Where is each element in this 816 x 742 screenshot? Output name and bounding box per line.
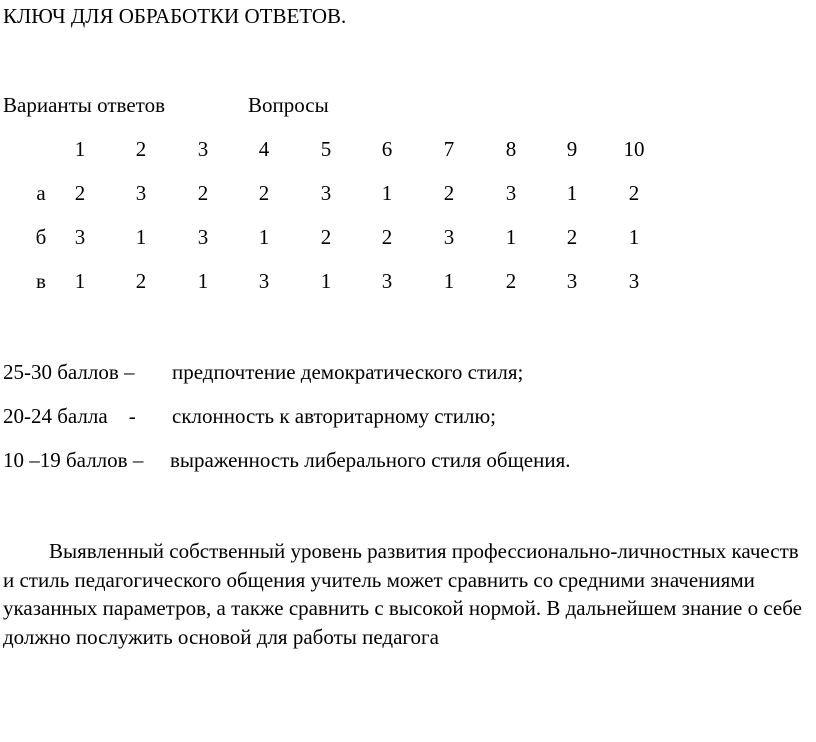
score-cell: 3 (320, 181, 332, 205)
scoring-description: склонность к авторитарному стилю; (172, 404, 497, 428)
document-title: КЛЮЧ ДЛЯ ОБРАБОТКИ ОТВЕТОВ. (3, 4, 347, 28)
score-cell: 1 (258, 225, 270, 249)
score-cell: 1 (566, 181, 578, 205)
question-number: 3 (197, 137, 209, 161)
score-cell: 3 (628, 269, 640, 293)
score-cell: 2 (628, 181, 640, 205)
score-cell: 3 (566, 269, 578, 293)
score-cell: 1 (135, 225, 147, 249)
question-number: 2 (135, 137, 147, 161)
score-cell: 3 (443, 225, 455, 249)
question-number: 10 (623, 137, 645, 161)
score-cell: 2 (197, 181, 209, 205)
score-cell: 2 (320, 225, 332, 249)
scoring-range: 25-30 баллов – (3, 360, 135, 384)
score-cell: 2 (566, 225, 578, 249)
scoring-description: выраженность либерального стиля общения. (170, 448, 571, 472)
score-cell: 2 (74, 181, 86, 205)
score-cell: 3 (381, 269, 393, 293)
score-cell: 2 (135, 269, 147, 293)
score-cell: 2 (381, 225, 393, 249)
score-cell: 1 (320, 269, 332, 293)
question-number: 7 (443, 137, 455, 161)
questions-header: Вопросы (248, 93, 329, 117)
variant-label: а (36, 181, 46, 205)
score-cell: 1 (197, 269, 209, 293)
conclusion-paragraph: Выявленный собственный уровень развития профессионально-личностных качеств и стиль педагогического общения учитель может сравнить со средними значениями указанных параметров, а также сравнить с высокой нормой. В дальнейшем знание о себе должно послужить основой для работы педагога (3, 539, 802, 649)
question-number: 1 (74, 137, 86, 161)
score-cell: 1 (628, 225, 640, 249)
score-cell: 3 (505, 181, 517, 205)
answer-variants-header: Варианты ответов (3, 93, 165, 117)
question-number: 9 (566, 137, 578, 161)
variant-label: в (36, 269, 46, 293)
question-number: 4 (258, 137, 270, 161)
score-cell: 2 (258, 181, 270, 205)
question-number: 6 (381, 137, 393, 161)
question-number: 8 (505, 137, 517, 161)
score-cell: 1 (381, 181, 393, 205)
score-cell: 3 (74, 225, 86, 249)
score-cell: 3 (135, 181, 147, 205)
score-cell: 1 (443, 269, 455, 293)
scoring-range: 10 –19 баллов – (3, 448, 144, 472)
score-cell: 3 (258, 269, 270, 293)
score-cell: 3 (197, 225, 209, 249)
score-cell: 1 (505, 225, 517, 249)
scoring-description: предпочтение демократического стиля; (172, 360, 524, 384)
scoring-range: 20-24 балла - (3, 404, 136, 428)
score-cell: 1 (74, 269, 86, 293)
score-cell: 2 (443, 181, 455, 205)
variant-label: б (35, 225, 47, 249)
question-number: 5 (320, 137, 332, 161)
score-cell: 2 (505, 269, 517, 293)
